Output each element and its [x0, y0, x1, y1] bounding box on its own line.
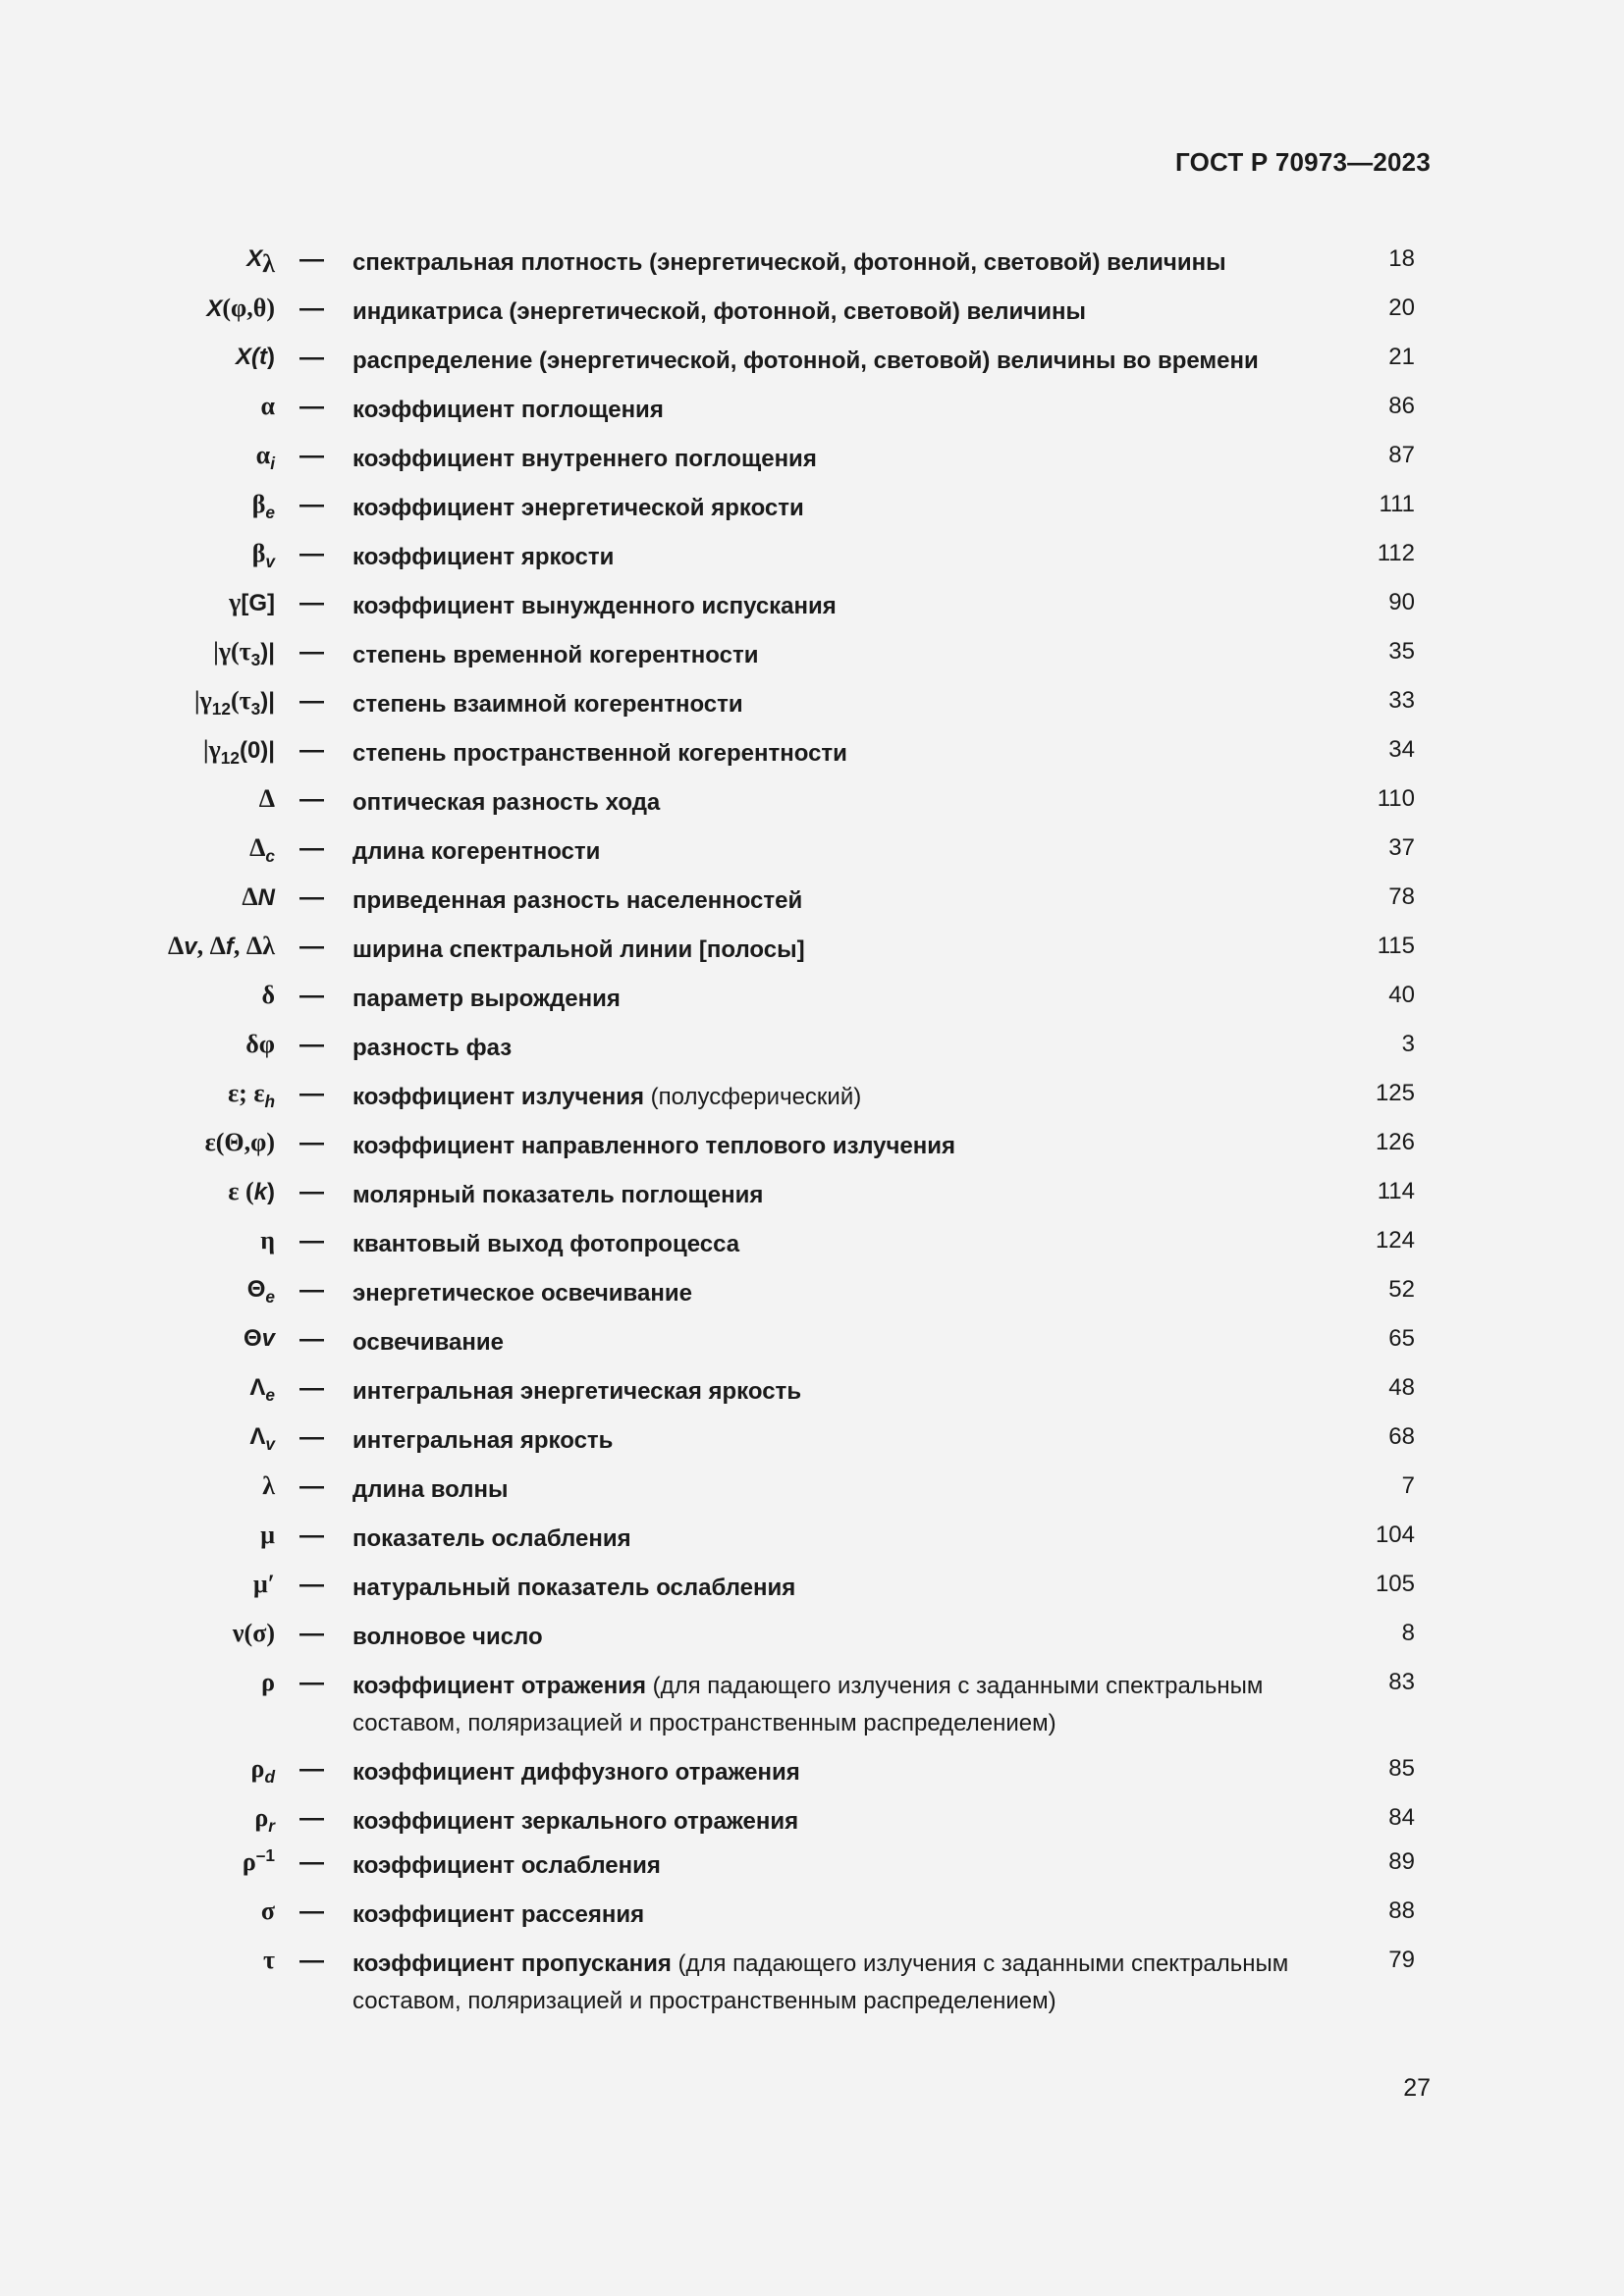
entry-term: коэффициент энергетической яркости: [352, 495, 804, 521]
entry-symbol: $|\gamma_{12}(\tau_3)|$: [193, 686, 275, 719]
entry-page: 40: [1388, 982, 1415, 1008]
entry-term: коэффициент направленного теплового излучения: [352, 1133, 956, 1159]
entry-term: натуральный показатель ослабления: [352, 1575, 796, 1601]
entry-symbol: $\beta_v$: [251, 539, 275, 571]
list-item: [0, 873, 1624, 922]
entry-page: 83: [1388, 1669, 1415, 1695]
entry-symbol: Δv, Δf, Δλ: [167, 932, 275, 960]
entry-page: 68: [1388, 1423, 1415, 1450]
entry-page: 124: [1375, 1227, 1415, 1254]
entry-term: степень пространственной когерентности: [352, 740, 847, 767]
entry-page: 79: [1388, 1947, 1415, 1973]
entry-page: 33: [1388, 687, 1415, 714]
entry-dash: —: [299, 1522, 324, 1549]
entry-symbol: μ: [260, 1521, 275, 1549]
entry-page: 78: [1388, 883, 1415, 910]
entry-dash: —: [299, 1031, 324, 1058]
entry-symbol: $\Lambda_e$: [249, 1374, 275, 1405]
entry-symbol: $\rho_d$: [250, 1754, 275, 1787]
entry-symbol: $\alpha_i$: [255, 441, 275, 473]
entry-page: 52: [1388, 1276, 1415, 1303]
entry-page: 84: [1388, 1804, 1415, 1831]
entry-term: длина когерентности: [352, 838, 601, 865]
document-code: ГОСТ Р 70973—2023: [1175, 147, 1431, 177]
entry-dash: —: [299, 540, 324, 567]
entry-term: степень взаимной когерентности: [352, 691, 743, 718]
entry-symbol: Δ: [258, 784, 275, 813]
entry-dash: —: [299, 1947, 324, 1974]
entry-dash: —: [299, 442, 324, 469]
entry-page: 110: [1377, 785, 1415, 812]
entry-page: 18: [1388, 245, 1415, 272]
entry-dash: —: [299, 1571, 324, 1598]
list-item: [0, 1413, 1624, 1462]
entry-symbol: ρ: [261, 1668, 275, 1696]
entry-symbol: $\Theta_e$: [246, 1276, 275, 1307]
list-item: [0, 333, 1624, 382]
entry-symbol: τ: [263, 1946, 275, 1974]
entry-symbol: $X_\lambda$: [246, 245, 275, 278]
list-item: [0, 1936, 1624, 2022]
entry-term: коэффициент вынужденного испускания: [352, 593, 837, 619]
entry-symbol: γ[G]: [229, 588, 275, 616]
list-item: [0, 480, 1624, 529]
entry-page: 85: [1388, 1755, 1415, 1782]
entry-term: коэффициент яркости: [352, 544, 615, 570]
entry-term: интегральная энергетическая яркость: [352, 1378, 802, 1405]
entry-page: 115: [1377, 933, 1415, 959]
list-item: [0, 1167, 1624, 1216]
entry-page: 112: [1377, 540, 1415, 566]
entry-term: параметр вырождения: [352, 986, 621, 1012]
entry-page: 89: [1388, 1848, 1415, 1875]
list-item: [0, 774, 1624, 824]
entry-dash: —: [299, 638, 324, 666]
entry-dash: —: [299, 1276, 324, 1304]
entry-symbol: ε; $\varepsilon_h$: [228, 1079, 275, 1111]
entry-dash: —: [299, 1472, 324, 1500]
entry-page: 34: [1388, 736, 1415, 763]
entry-page: 87: [1388, 442, 1415, 468]
entry-dash: —: [299, 736, 324, 764]
entry-term: коэффициент зеркального отражения: [352, 1808, 799, 1835]
list-item: [0, 1020, 1624, 1069]
entry-symbol: $\Lambda_v$: [249, 1423, 275, 1454]
entry-term: коэффициент диффузного отражения: [352, 1759, 800, 1786]
entry-dash: —: [299, 1325, 324, 1353]
list-item: [0, 1462, 1624, 1511]
entry-dash: —: [299, 1755, 324, 1783]
entry-symbol: $|\gamma_{12}(0)|$: [202, 735, 275, 768]
entry-term: оптическая разность хода: [352, 789, 661, 816]
entry-term: энергетическое освечивание: [352, 1280, 692, 1307]
entry-dash: —: [299, 245, 324, 273]
entry-term: коэффициент ослабления: [352, 1852, 661, 1879]
entry-symbol: ν(σ): [232, 1619, 275, 1647]
entry-symbol: σ: [260, 1896, 275, 1925]
entry-dash: —: [299, 982, 324, 1009]
entry-page: 86: [1388, 393, 1415, 419]
entry-page: 3: [1401, 1031, 1415, 1057]
list-item: [0, 824, 1624, 873]
entry-dash: —: [299, 1848, 324, 1876]
entry-term: индикатриса (энергетической, фотонной, световой) величины: [352, 298, 1086, 325]
entry-symbol: λ: [262, 1471, 275, 1500]
entry-dash: —: [299, 1178, 324, 1205]
entry-symbol: $\rho_r$: [254, 1803, 275, 1836]
entry-dash: —: [299, 294, 324, 322]
list-item: [0, 1216, 1624, 1265]
entry-symbol: ε(Θ,φ): [204, 1128, 275, 1156]
entry-dash: —: [299, 883, 324, 911]
entry-symbol: $\beta_e$: [251, 490, 275, 522]
list-item: [0, 1363, 1624, 1413]
list-item: [0, 1560, 1624, 1609]
entry-term: молярный показатель поглощения: [352, 1182, 764, 1208]
entry-page: 7: [1401, 1472, 1415, 1499]
entry-dash: —: [299, 933, 324, 960]
entry-page: 35: [1388, 638, 1415, 665]
entry-term: разность фаз: [352, 1035, 513, 1061]
list-item: [0, 1069, 1624, 1118]
entry-dash: —: [299, 1227, 324, 1255]
entry-page: 105: [1375, 1571, 1415, 1597]
entry-page: 48: [1388, 1374, 1415, 1401]
list-item: [0, 382, 1624, 431]
list-item: [0, 1609, 1624, 1658]
entry-term: коэффициент внутреннего поглощения: [352, 446, 817, 472]
list-item: [0, 431, 1624, 480]
entry-dash: —: [299, 1374, 324, 1402]
entry-symbol: $\Delta_c$: [249, 833, 275, 866]
entry-term: ширина спектральной линии [полосы]: [352, 936, 805, 963]
entry-page: 21: [1388, 344, 1415, 370]
entry-term: волновое число: [352, 1624, 543, 1650]
entry-term: приведенная разность населенностей: [352, 887, 803, 914]
entry-page: 20: [1388, 294, 1415, 321]
entry-dash: —: [299, 687, 324, 715]
entry-dash: —: [299, 785, 324, 813]
entry-dash: —: [299, 1129, 324, 1156]
entry-term: коэффициент поглощения: [352, 397, 664, 423]
entry-symbol: $|\gamma(\tau_3)|$: [213, 637, 275, 669]
entry-symbol: $\rho^{-1}$: [242, 1845, 275, 1876]
entry-page: 88: [1388, 1897, 1415, 1924]
entry-dash: —: [299, 1804, 324, 1832]
entry-symbol: X(t): [236, 344, 275, 370]
entry-page: 114: [1377, 1178, 1415, 1204]
list-item: [0, 1658, 1624, 1744]
list-item: [0, 284, 1624, 333]
entry-symbol: δφ: [245, 1030, 275, 1058]
entry-symbol: α: [260, 392, 275, 420]
list-item: [0, 1118, 1624, 1167]
entry-dash: —: [299, 1423, 324, 1451]
entry-term: квантовый выход фотопроцесса: [352, 1231, 740, 1257]
entry-dash: —: [299, 491, 324, 518]
list-item: [0, 578, 1624, 627]
entry-term: коэффициент рассеяния: [352, 1901, 645, 1928]
entry-dash: —: [299, 1620, 324, 1647]
list-item: [0, 971, 1624, 1020]
list-item: [0, 1744, 1624, 1793]
list-item: [0, 1265, 1624, 1314]
symbol-index-list: [0, 235, 1624, 2022]
entry-page: 37: [1388, 834, 1415, 861]
entry-page: 111: [1379, 491, 1415, 517]
entry-term: распределение (энергетической, фотонной, световой) величины во времени: [352, 347, 1259, 374]
entry-page: 90: [1388, 589, 1415, 615]
entry-symbol: Θv: [243, 1325, 275, 1352]
entry-term: коэффициент пропускания (для падающего излучения с заданными спектральным составом, поляризацией и пространственным распределением): [352, 1950, 1289, 2014]
list-item: [0, 922, 1624, 971]
entry-dash: —: [299, 834, 324, 862]
list-item: [0, 676, 1624, 725]
entry-page: 65: [1388, 1325, 1415, 1352]
entry-term: длина волны: [352, 1476, 509, 1503]
entry-term: интегральная яркость: [352, 1427, 614, 1454]
list-item: [0, 1793, 1624, 1838]
page-number: 27: [1403, 2074, 1431, 2102]
entry-term: показатель ослабления: [352, 1525, 631, 1552]
list-item: [0, 627, 1624, 676]
entry-term: освечивание: [352, 1329, 504, 1356]
entry-dash: —: [299, 393, 324, 420]
entry-symbol: X(φ,θ): [206, 294, 275, 322]
entry-page: 126: [1375, 1129, 1415, 1155]
entry-dash: —: [299, 1669, 324, 1696]
list-item: [0, 1887, 1624, 1936]
entry-dash: —: [299, 344, 324, 371]
entry-page: 104: [1375, 1522, 1415, 1548]
entry-term: коэффициент излучения (полусферический): [352, 1084, 862, 1110]
entry-page: 8: [1401, 1620, 1415, 1646]
entry-term: коэффициент отражения (для падающего излучения с заданными спектральным составом, поляризацией и пространственным распределением): [352, 1673, 1264, 1736]
entry-symbol: μ′: [252, 1570, 275, 1598]
entry-dash: —: [299, 589, 324, 616]
entry-symbol: δ: [261, 981, 275, 1009]
entry-term: степень временной когерентности: [352, 642, 759, 668]
list-item: [0, 1838, 1624, 1887]
list-item: [0, 1511, 1624, 1560]
entry-dash: —: [299, 1897, 324, 1925]
entry-symbol: ε (k): [228, 1177, 275, 1205]
entry-symbol: η: [260, 1226, 275, 1255]
entry-term: спектральная плотность (энергетической, фотонной, световой) величины: [352, 249, 1226, 276]
entry-page: 125: [1375, 1080, 1415, 1106]
list-item: [0, 529, 1624, 578]
entry-dash: —: [299, 1080, 324, 1107]
entry-symbol: ΔN: [242, 882, 275, 911]
list-item: [0, 1314, 1624, 1363]
list-item: [0, 725, 1624, 774]
list-item: [0, 235, 1624, 284]
